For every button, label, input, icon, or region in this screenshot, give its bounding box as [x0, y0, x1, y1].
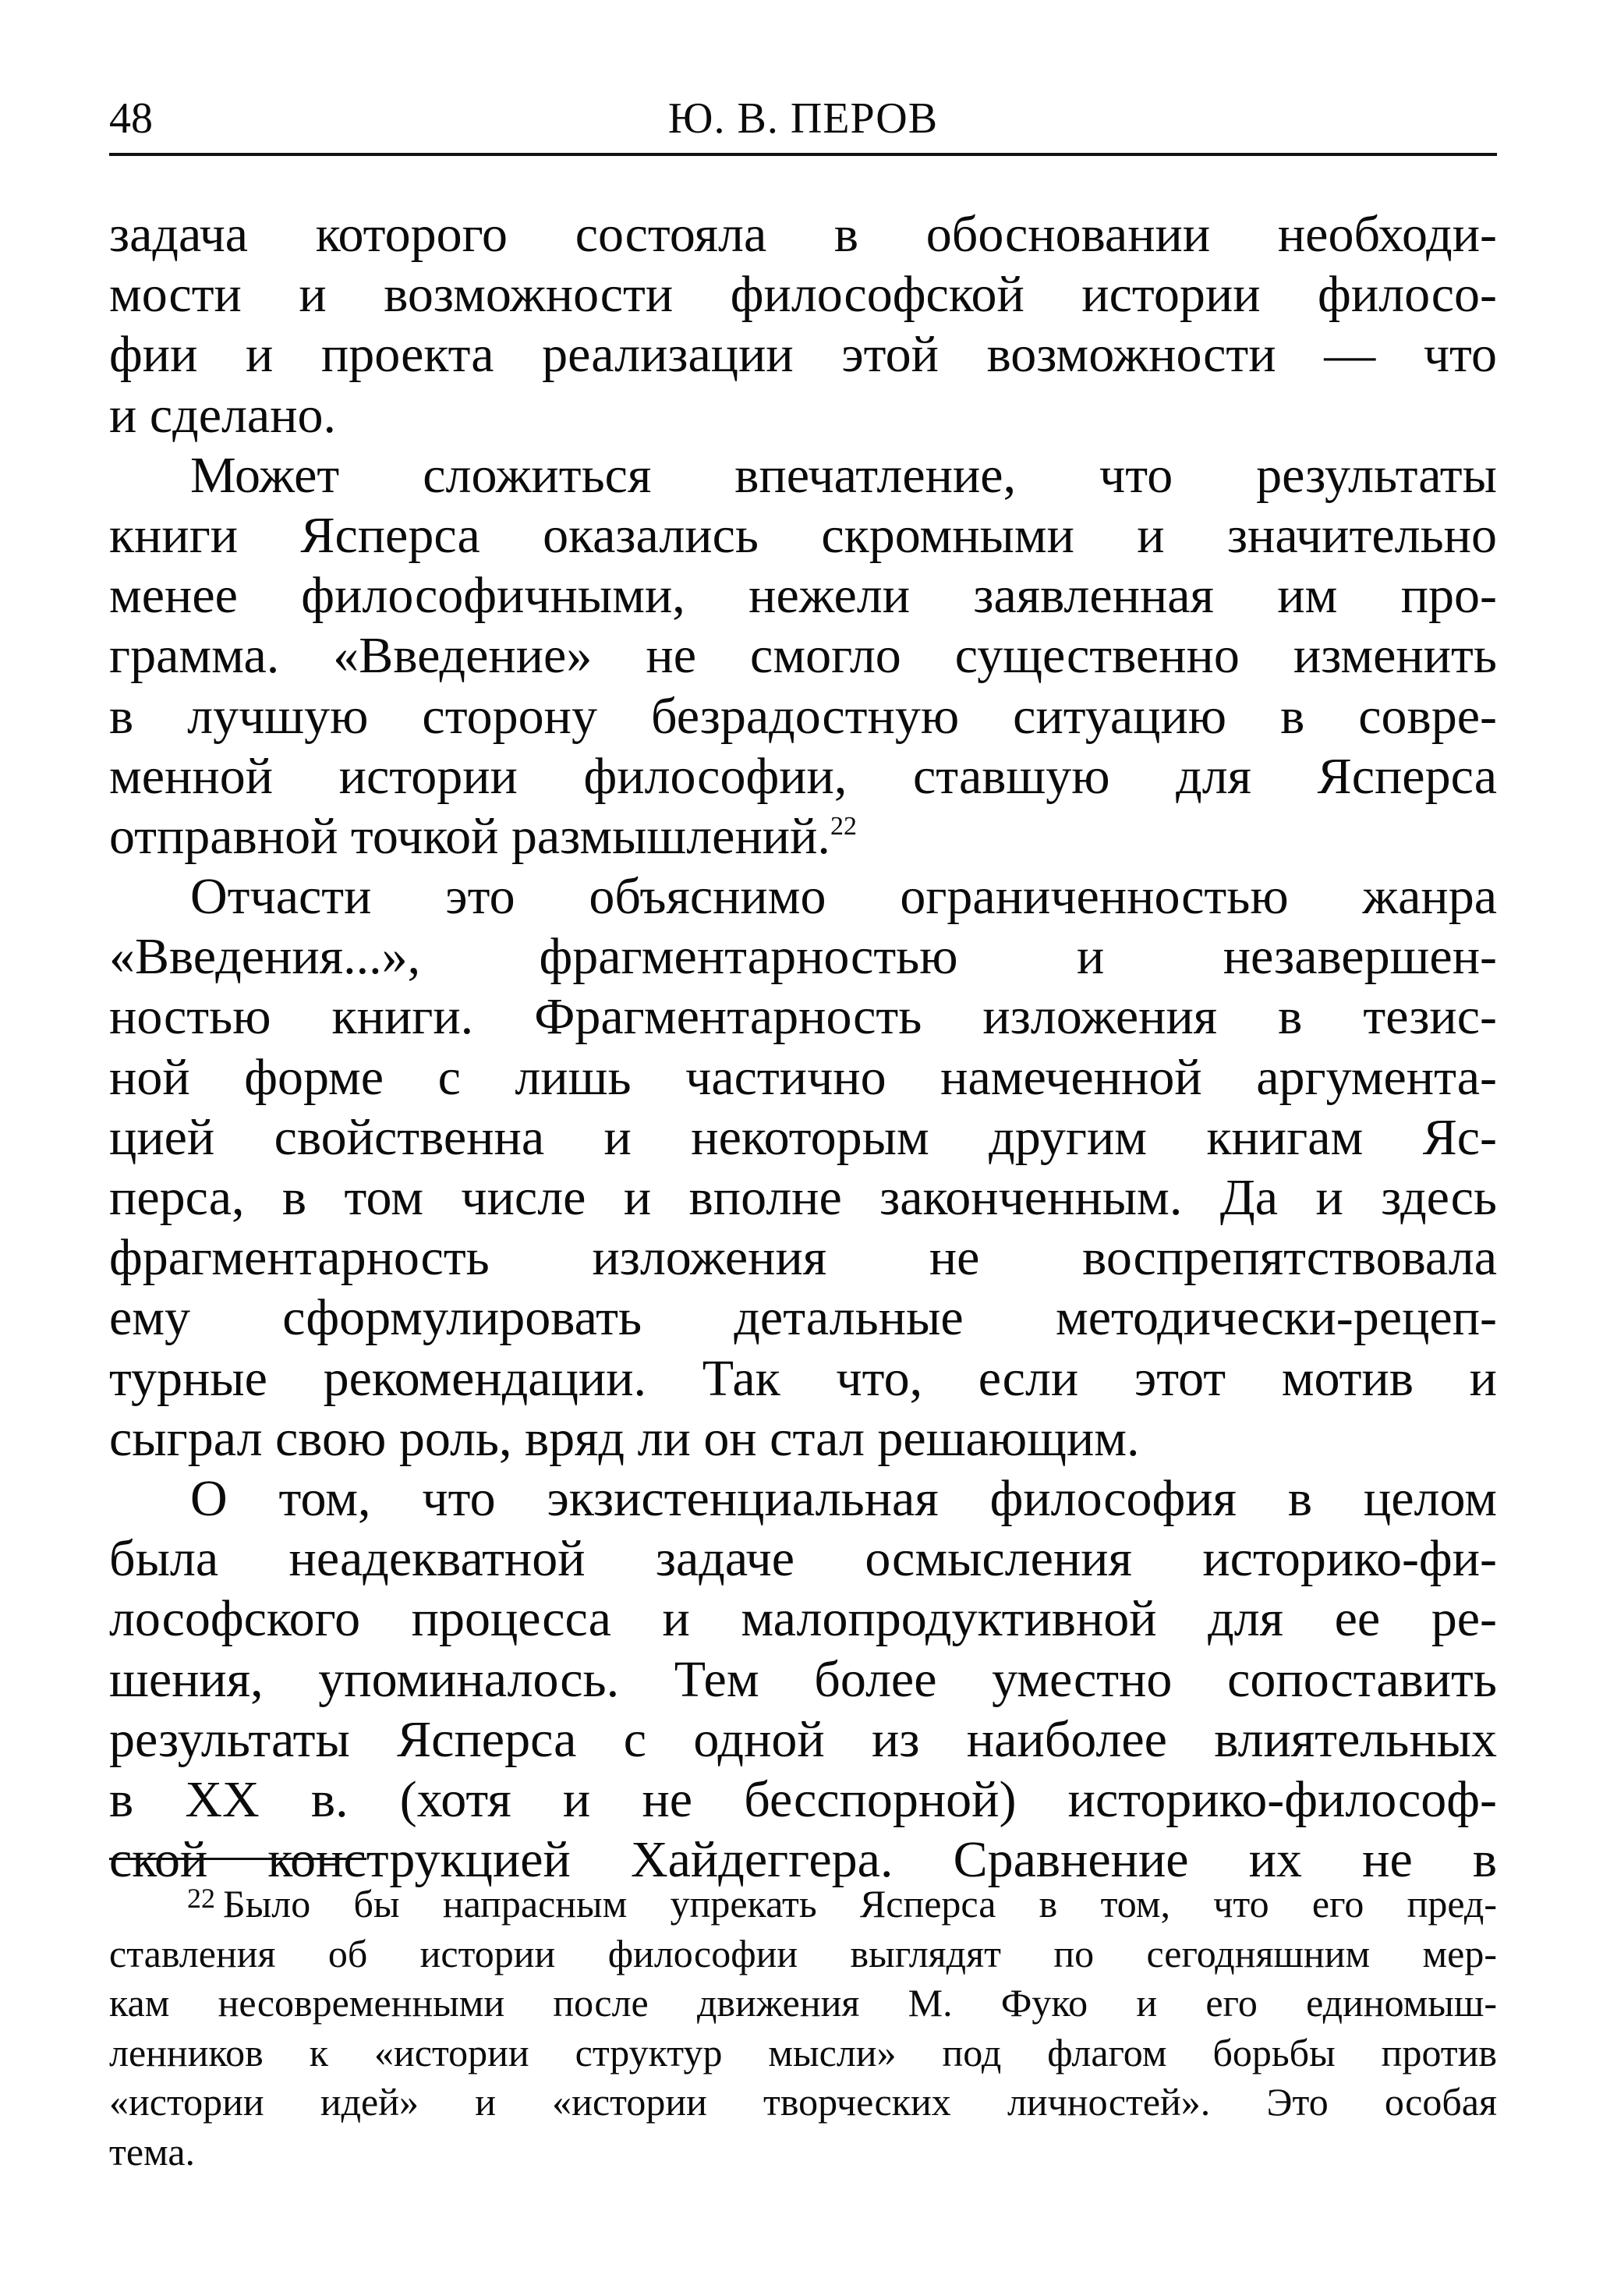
- text-line: Может сложиться впечатление, что результаты: [190, 446, 1497, 504]
- text-line: задача которого состояла в обосновании необходи-: [109, 206, 1497, 263]
- text-line-with-note: [109, 806, 1497, 866]
- footnote: [109, 1880, 1497, 2177]
- footnote-marker: 22: [187, 1883, 215, 1914]
- footnote-line: ставления об истории философии выглядят по сегодняшним мер-: [109, 1931, 1497, 1975]
- running-title: Ю. В. ПЕРОВ: [667, 94, 939, 143]
- text-line: была неадекватной задаче осмысления историко-фи-: [109, 1530, 1497, 1588]
- main-text: [109, 204, 1497, 1890]
- text-line: в лучшую сторону безрадостную ситуацию в совре-: [109, 687, 1497, 745]
- text-line: ной форме с лишь частично намеченной аргумента-: [109, 1048, 1497, 1106]
- text-line: ской конструкцией Хайдеггера. Сравнение их не в: [109, 1831, 1497, 1889]
- page-number: 48: [109, 94, 153, 143]
- text-line: менее философичными, нежели заявленная им про-: [109, 567, 1497, 625]
- text-line: лософского процесса и малопродуктивной для ее ре-: [109, 1590, 1497, 1648]
- footnote-divider: [109, 1858, 366, 1860]
- text-line: Отчасти это объяснимо ограниченностью жанра: [190, 868, 1497, 926]
- text-line: менной истории философии, ставшую для Ясперса: [109, 747, 1497, 805]
- text-line: О том, что экзистенциальная философия в целом: [190, 1469, 1497, 1527]
- text-line: книги Ясперса оказались скромными и значительно: [109, 506, 1497, 564]
- footnote-reference: 22: [830, 811, 857, 841]
- text-line: ностью книги. Фрагментарность изложения в тезис-: [109, 988, 1497, 1046]
- text-line-content: отправной точкой размышлений.: [109, 807, 830, 865]
- text-line: перса, в том числе и вполне законченным. Да и здесь: [109, 1169, 1497, 1226]
- footnote-line: «истории идей» и «истории творческих личностей». Это особая: [109, 2080, 1497, 2124]
- footnote-line: ленников к «истории структур мысли» под флагом борьбы против: [109, 2030, 1497, 2075]
- text-line: фрагментарность изложения не воспрепятствовала: [109, 1229, 1497, 1287]
- text-line: фии и проекта реализации этой возможности — что: [109, 326, 1497, 384]
- text-line: мости и возможности философской истории филосо-: [109, 266, 1497, 324]
- page-header: [109, 87, 1497, 156]
- text-line: шения, упоминалось. Тем более уместно сопоставить: [109, 1650, 1497, 1708]
- text-line: цией свойственна и некоторым другим книгам Яс-: [109, 1108, 1497, 1166]
- text-line: «Введения...», фрагментарностью и незавершен-: [109, 928, 1497, 986]
- text-line: и сделано.: [109, 386, 337, 444]
- footnote-line: [109, 1880, 1497, 1929]
- footnote-line-content: Было бы напрасным упрекать Ясперса в том, что его пред-: [223, 1882, 1497, 1926]
- footnote-line: тема.: [109, 2129, 196, 2174]
- text-line: результаты Ясперса с одной из наиболее влиятельных: [109, 1710, 1497, 1768]
- text-line: грамма. «Введение» не смогло существенно изменить: [109, 627, 1497, 685]
- text-line: ему сформулировать детальные методически-рецеп-: [109, 1289, 1497, 1347]
- text-line: турные рекомендации. Так что, если этот мотив и: [109, 1349, 1497, 1407]
- footnote-line: кам несовременными после движения М. Фуко и его единомыш-: [109, 1981, 1497, 2025]
- text-line: сыграл свою роль, вряд ли он стал решающим.: [109, 1409, 1140, 1467]
- text-line: в XX в. (хотя и не бесспорной) историко-философ-: [109, 1770, 1497, 1828]
